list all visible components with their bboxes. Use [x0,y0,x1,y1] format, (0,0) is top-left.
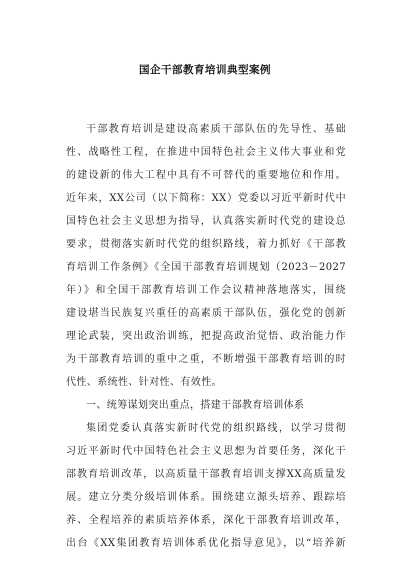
paragraph-2-line-3: 要求，贯彻落实新时代党的组织路线，着力抓好《干部教 [66,239,346,250]
paragraph-1-line-1: 干部教育培训是建设高素质干部队伍的先导性、基础 [86,124,346,135]
paragraph-3-line-5: 养、全程培养的素质培养体系，深化干部教育培训改革， [66,515,346,526]
paragraph-3-line-6: 出台《XX集团教育培训体系优化指导意见》，以“培养新 [66,538,346,549]
paragraph-2-line-1: 近年来，XX公司（以下简称：XX）党委以习近平新时代中 [66,193,346,204]
paragraph-2-line-7: 理论武装，突出政治训练，把提高政治觉悟、政治能力作 [66,331,346,342]
paragraph-3-line-2: 习近平新时代中国特色社会主义思想为首要任务，深化干 [66,446,346,457]
paragraph-3-line-4: 展。建立分类分级培训体系。围绕建立源头培养、跟踪培 [66,492,346,503]
paragraph-2-line-2: 国特色社会主义思想为指导，认真落实新时代党的建设总 [66,216,346,227]
paragraph-1-line-2: 性、战略性工程，在推进中国特色社会主义伟大事业和党 [66,147,346,158]
paragraph-2-line-8: 为干部教育培训的重中之重，不断增强干部教育培训的时 [66,354,346,365]
document-title: 国企干部教育培训典型案例 [139,64,271,76]
document-body [66,118,346,555]
paragraph-3-line-1: 集团党委认真落实新时代党的组织路线，以学习贯彻 [86,423,346,434]
paragraph-2-line-9: 代性、系统性、针对性、有效性。 [66,377,222,388]
section-heading: 一、统筹谋划突出重点，搭建干部教育培训体系 [86,400,305,411]
paragraph-2-line-6: 建设堪当民族复兴重任的高素质干部队伍，强化党的创新 [66,308,346,319]
paragraph-2-line-5: 年）》和全国干部教育培训工作会议精神落地落实，围绕 [66,285,346,296]
paragraph-3-line-3: 部教育培训改革，以高质量干部教育培训支撑XX高质量发 [66,469,346,480]
paragraph-2-line-4: 育培训工作条例》《全国干部教育培训规划（2023－2027 [66,262,346,273]
paragraph-1-line-3: 的建设新的伟大工程中具有不可替代的重要地位和作用。 [66,170,346,181]
